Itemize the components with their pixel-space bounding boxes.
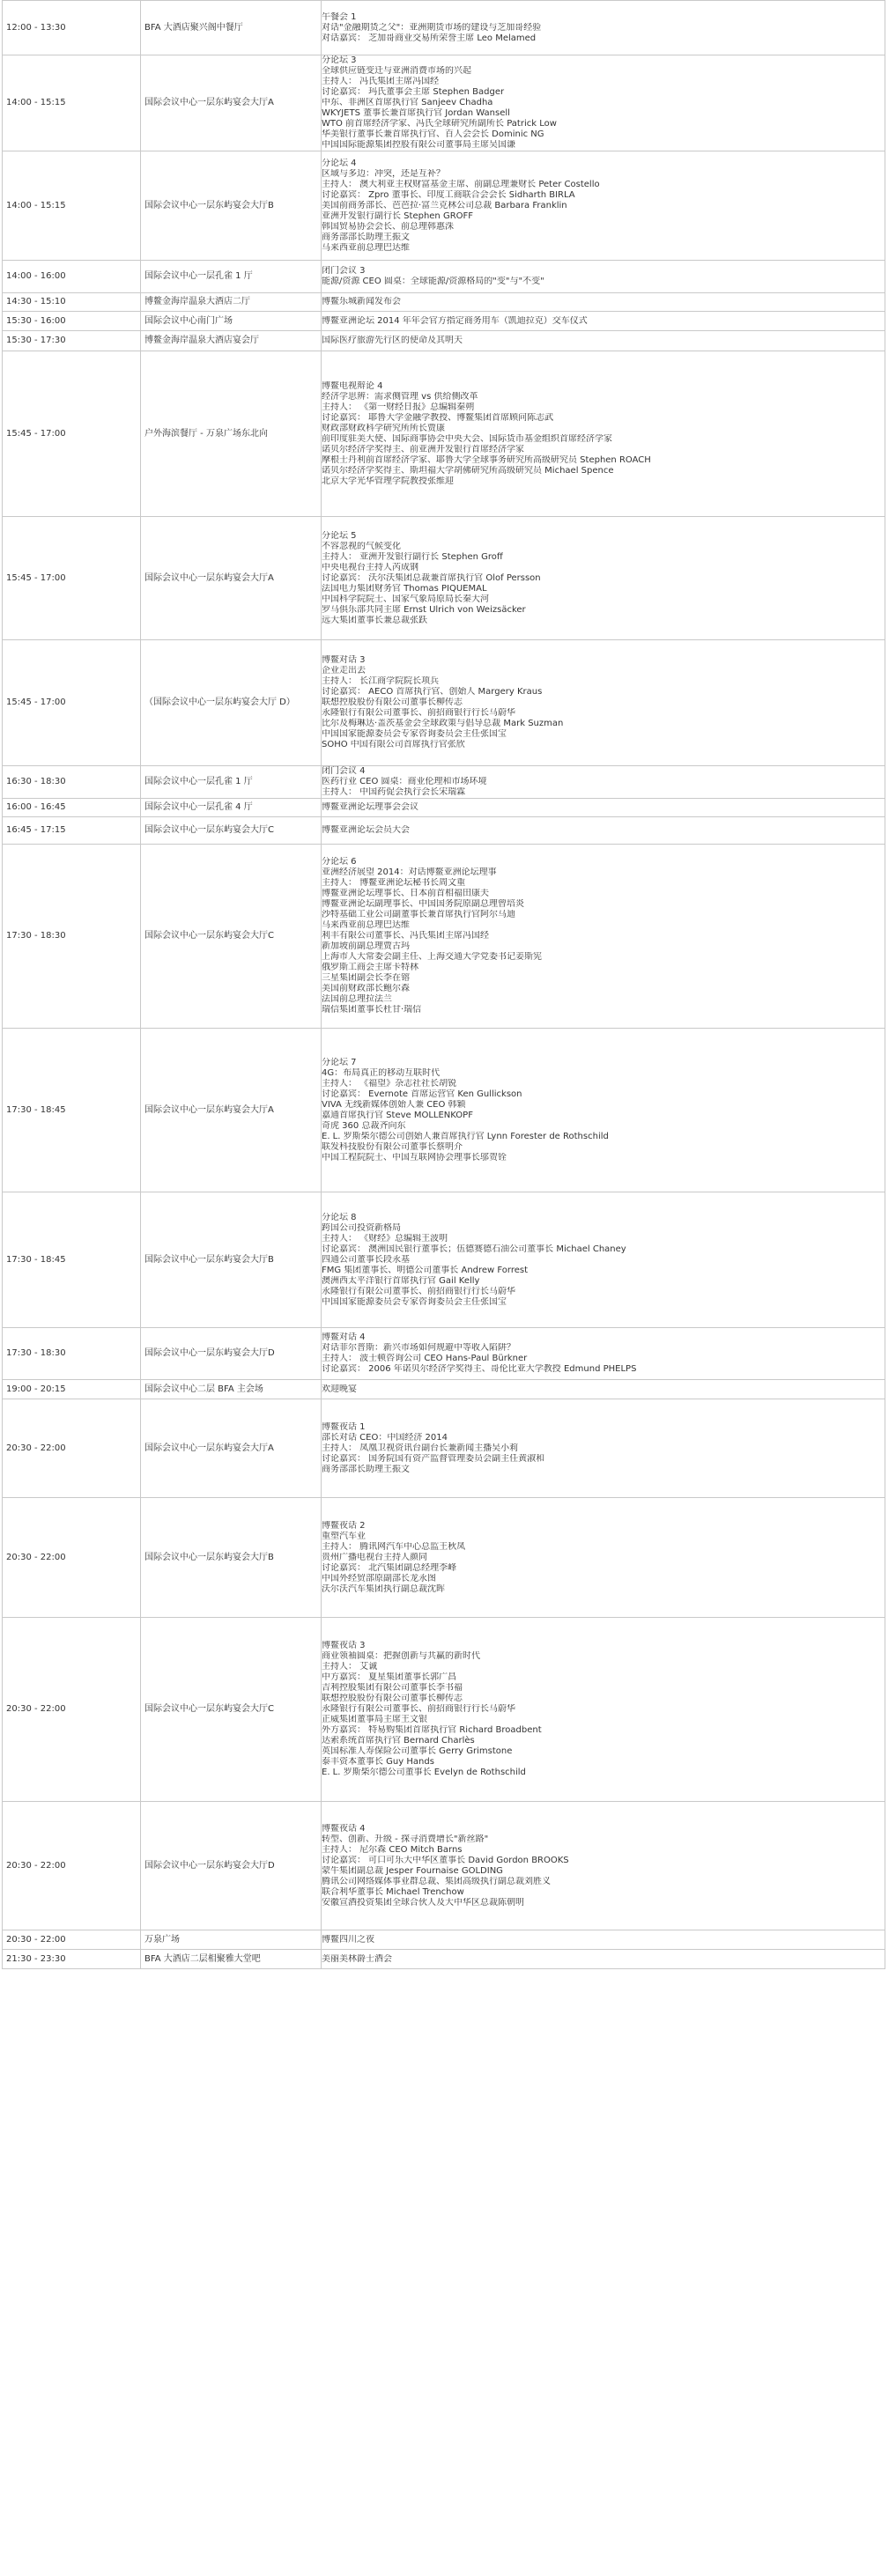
schedule-row xyxy=(3,1498,885,1618)
event-line: 讨论嘉宾： 玛氏董事会主席 Stephen Badger xyxy=(322,87,505,97)
event-line: 远大集团董事长兼总裁张跃 xyxy=(322,615,427,625)
event-line: 讨论嘉宾： 耶鲁大学金融学教授、博鳌集团首席顾问陈志武 xyxy=(322,412,554,423)
venue-cell: 国际会议中心一层东屿宴会大厅A xyxy=(141,55,322,151)
event-line: 马来西亚前总理巴达维 xyxy=(322,920,410,930)
event-cell xyxy=(322,293,885,312)
time-cell: 17:30 - 18:30 xyxy=(3,1328,141,1380)
event-line: 外方嘉宾： 特易购集团首席执行官 Richard Broadbent xyxy=(322,1725,542,1735)
schedule-row xyxy=(3,799,885,817)
time-cell: 20:30 - 22:00 xyxy=(3,1498,141,1618)
event-line: 中国国家能源委员会专家咨询委员会主任张国宝 xyxy=(322,729,507,739)
event-line: 安徽宣酒投资集团全球合伙人及大中华区总裁陈朝明 xyxy=(322,1897,524,1908)
event-line: 贵州广播电视台主持人颜同 xyxy=(322,1552,427,1562)
event-line: 博鳌对话 3 xyxy=(322,655,366,665)
event-line: 商务部部长助理王振文 xyxy=(322,232,410,242)
event-line: 四通公司董事长段永基 xyxy=(322,1254,410,1265)
event-line: VIVA 无线新媒体创始人兼 CEO 韩颖 xyxy=(322,1099,466,1110)
event-line: 美丽美林爵士酒会 xyxy=(322,1953,392,1964)
event-line: 达索系统首席执行官 Bernard Charlès xyxy=(322,1736,475,1746)
schedule-row xyxy=(3,640,885,766)
schedule-row xyxy=(3,1950,885,1969)
schedule-row xyxy=(3,1,885,55)
event-cell xyxy=(322,1618,885,1802)
venue-cell: 国际会议中心二层 BFA 主会场 xyxy=(141,1380,322,1399)
event-cell xyxy=(322,817,885,845)
event-line: 对话嘉宾： 芝加哥商业交易所荣誉主席 Leo Melamed xyxy=(322,33,537,43)
event-line: 博鳌亚洲论坛 2014 年年会官方指定商务用车（凯迪拉克）交车仪式 xyxy=(322,315,588,326)
venue-cell: 国际会议中心一层孔雀 1 厅 xyxy=(141,766,322,799)
schedule-row xyxy=(3,1930,885,1950)
event-cell xyxy=(322,1802,885,1930)
schedule-row xyxy=(3,1618,885,1802)
venue-cell: 国际会议中心一层东屿宴会大厅B xyxy=(141,1192,322,1328)
event-cell xyxy=(322,151,885,261)
event-line: 中央电视台主持人芮成钢 xyxy=(322,562,418,572)
venue-cell: 博鳌金海岸温泉大酒店二厅 xyxy=(141,293,322,312)
time-cell: 14:00 - 16:00 xyxy=(3,261,141,293)
event-line: 讨论嘉宾： 澳洲国民银行董事长；伍德赛德石油公司董事长 Michael Chaney xyxy=(322,1244,626,1254)
event-line: 对话菲尔普斯：新兴市场如何规避中等收入陷阱？ xyxy=(322,1343,515,1353)
event-line: 三星集团副会长李在镕 xyxy=(322,973,410,983)
time-cell: 17:30 - 18:30 xyxy=(3,845,141,1029)
venue-cell: 国际会议中心一层东屿宴会大厅C xyxy=(141,1618,322,1802)
schedule-row xyxy=(3,1399,885,1498)
event-cell xyxy=(322,55,885,151)
event-line: 联想控股股份有限公司董事长柳传志 xyxy=(322,1694,463,1703)
event-cell xyxy=(322,331,885,351)
event-line: 讨论嘉宾： 国务院国有资产监督管理委员会副主任黄淑和 xyxy=(322,1453,545,1464)
event-line: 主持人： 长江商学院院长项兵 xyxy=(322,676,440,686)
event-line: 诺贝尔经济学奖得主、前亚洲开发银行首席经济学家 xyxy=(322,444,524,454)
venue-cell: （国际会议中心一层东屿宴会大厅 D） xyxy=(141,640,322,766)
venue-cell: 国际会议中心一层东屿宴会大厅C xyxy=(141,845,322,1029)
event-cell xyxy=(322,351,885,517)
event-line: 分论坛 6 xyxy=(322,857,357,867)
time-cell: 20:30 - 22:00 xyxy=(3,1618,141,1802)
time-cell: 17:30 - 18:45 xyxy=(3,1192,141,1328)
event-cell xyxy=(322,1192,885,1328)
event-line: 区域与多边：冲突，还是互补？ xyxy=(322,168,445,179)
event-line: WTO 前首席经济学家、冯氏全球研究所副所长 Patrick Low xyxy=(322,119,557,129)
time-cell: 16:45 - 17:15 xyxy=(3,817,141,845)
event-line: 中国工程院院士、中国互联网协会理事长邬贺铨 xyxy=(322,1152,507,1163)
event-line: 主持人： 《第一财经日报》总编辑秦朔 xyxy=(322,402,475,412)
event-line: 对话"金融期货之父"：亚洲期货市场的建设与芝加哥经验 xyxy=(322,22,542,33)
event-line: 蒙牛集团副总裁 Jesper Fournaise GOLDING xyxy=(322,1865,503,1876)
event-line: 中东、非洲区首席执行官 Sanjeev Chadha xyxy=(322,98,493,107)
schedule-row xyxy=(3,1029,885,1192)
event-line: 经济学思辨：需求侧管理 vs 供给侧改革 xyxy=(322,391,478,402)
event-line: 博鳌夜话 3 xyxy=(322,1641,366,1650)
event-line: 主持人： 艾诚 xyxy=(322,1662,378,1672)
schedule-row xyxy=(3,151,885,261)
event-line: 博鳌亚洲论坛副理事长、中国国务院原副总理曾培炎 xyxy=(322,899,524,909)
event-line: 联合利华董事长 Michael Trenchow xyxy=(322,1886,464,1897)
event-line: 主持人： 亚洲开发银行副行长 Stephen Groff xyxy=(322,551,503,562)
event-line: 美国前财政部长鲍尔森 xyxy=(322,984,410,993)
event-line: 中国科学院院士、国家气象局原局长秦大河 xyxy=(322,594,489,604)
event-line: 博鳌乐城新闻发布会 xyxy=(322,297,401,306)
event-cell xyxy=(322,845,885,1029)
event-line: 泰丰资本董事长 Guy Hands xyxy=(322,1757,434,1767)
event-line: 主持人： 《财经》总编辑王波明 xyxy=(322,1233,448,1244)
event-line: 嘉通首席执行官 Steve MOLLENKOPF xyxy=(322,1110,473,1120)
event-line: 主持人： 《福望》杂志社社长胡锐 xyxy=(322,1078,457,1089)
event-line: 主持人： 尼尔森 CEO Mitch Barns xyxy=(322,1844,463,1855)
venue-cell: 国际会议中心一层东屿宴会大厅A xyxy=(141,517,322,640)
schedule-row xyxy=(3,845,885,1029)
event-line: 亚洲开发银行副行长 Stephen GROFF xyxy=(322,210,474,221)
venue-cell: 国际会议中心一层孔雀 1 厅 xyxy=(141,261,322,293)
event-line: 联想控股股份有限公司董事长柳传志 xyxy=(322,698,463,707)
event-line: E. L. 罗斯柴尔德公司董事长 Evelyn de Rothschild xyxy=(322,1768,526,1777)
event-line: 法国前总理拉法兰 xyxy=(322,994,392,1004)
event-line: 博鳌夜话 2 xyxy=(322,1520,366,1531)
event-line: E. L. 罗斯柴尔德公司创始人兼首席执行官 Lynn Forester de Rothschild xyxy=(322,1131,609,1141)
event-line: 永隆银行有限公司董事长、前招商银行行长马蔚华 xyxy=(322,1704,515,1714)
event-cell xyxy=(322,312,885,331)
event-line: 中国外经贸部原副部长龙永图 xyxy=(322,1573,436,1583)
venue-cell: 万泉广场 xyxy=(141,1930,322,1950)
event-line: 欢迎晚宴 xyxy=(322,1384,357,1394)
event-line: 主持人： 冯氏集团主席冯国经 xyxy=(322,77,440,86)
venue-cell: 博鳌金海岸温泉大酒店宴会厅 xyxy=(141,331,322,351)
event-cell xyxy=(322,1,885,55)
event-line: 4G：布局真正的移动互联时代 xyxy=(322,1067,441,1078)
event-line: 摩根士丹利前首席经济学家、耶鲁大学全球事务研究所高级研究员 Stephen ROACH xyxy=(322,454,651,465)
event-line: 俄罗斯工商会主席卡特林 xyxy=(322,963,418,972)
event-cell xyxy=(322,1498,885,1618)
venue-cell: 国际会议中心一层孔雀 4 厅 xyxy=(141,799,322,817)
event-line: 比尔及梅琳达·盖茨基金会全球政策与倡导总裁 Mark Suzman xyxy=(322,719,564,728)
event-line: 博鳌亚洲论坛会员大会 xyxy=(322,825,410,835)
event-line: 跨国公司投资新格局 xyxy=(322,1222,401,1233)
event-line: 博鳌四川之夜 xyxy=(322,1934,374,1945)
event-line: 华美银行董事长兼首席执行官、百人会会长 Dominic NG xyxy=(322,129,544,139)
schedule-row xyxy=(3,1192,885,1328)
schedule-row xyxy=(3,331,885,351)
event-line: 瑞信集团董事长杜甘·瑞信 xyxy=(322,1005,422,1015)
venue-cell: 国际会议中心一层东屿宴会大厅A xyxy=(141,1029,322,1192)
event-line: 部长对话 CEO：中国经济 2014 xyxy=(322,1432,448,1443)
event-line: 中方嘉宾： 夏星集团董事长郭广昌 xyxy=(322,1672,457,1682)
event-cell xyxy=(322,640,885,766)
time-cell: 15:30 - 17:30 xyxy=(3,331,141,351)
event-cell xyxy=(322,799,885,817)
event-cell xyxy=(322,766,885,799)
event-line: 博鳌对话 4 xyxy=(322,1332,366,1342)
event-line: 主持人： 中国药促会执行会长宋瑞霖 xyxy=(322,787,466,797)
event-cell xyxy=(322,1930,885,1950)
schedule-row xyxy=(3,1802,885,1930)
event-line: 主持人： 腾讯网汽车中心总监王秋凤 xyxy=(322,1541,466,1552)
event-cell xyxy=(322,1328,885,1380)
venue-cell: 国际会议中心一层东屿宴会大厅B xyxy=(141,151,322,261)
event-line: 讨论嘉宾： Zpro 董事长、印度工商联合会会长 Sidharth BIRLA xyxy=(322,189,575,200)
event-line: 闭门会议 3 xyxy=(322,266,366,276)
event-line: 医药行业 CEO 圆桌：商业伦理和市场环境 xyxy=(322,777,487,786)
time-cell: 14:00 - 15:15 xyxy=(3,151,141,261)
event-line: 马来西亚前总理巴达维 xyxy=(322,242,410,253)
event-line: 国际医疗旅游先行区的使命及其明天 xyxy=(322,336,463,345)
event-line: 商业领袖圆桌：把握创新与共赢的新时代 xyxy=(322,1651,480,1661)
schedule-row xyxy=(3,1328,885,1380)
event-line: 诺贝尔经济学奖得主、斯坦福大学胡佛研究所高级研究员 Michael Spence xyxy=(322,465,614,476)
event-line: WKYJETS 董事长兼首席执行官 Jordan Wansell xyxy=(322,108,510,118)
time-cell: 20:30 - 22:00 xyxy=(3,1399,141,1498)
event-line: 澳洲西太平洋银行首席执行官 Gail Kelly xyxy=(322,1275,480,1286)
time-cell: 20:30 - 22:00 xyxy=(3,1930,141,1950)
event-line: 吉利控股集团有限公司董事长李书福 xyxy=(322,1683,463,1693)
event-line: 博鳌亚洲论坛理事长、日本前首相福田康夫 xyxy=(322,889,489,898)
event-line: 博鳌夜话 1 xyxy=(322,1421,366,1432)
time-cell: 16:00 - 16:45 xyxy=(3,799,141,817)
schedule-row xyxy=(3,1380,885,1399)
event-line: 利丰有限公司董事长、冯氏集团主席冯国经 xyxy=(322,931,489,941)
event-line: 联发科技股份有限公司董事长蔡明介 xyxy=(322,1141,463,1152)
time-cell: 15:30 - 16:00 xyxy=(3,312,141,331)
event-line: 前印度驻美大使、国际商事协会中央大会、国际货币基金组织首席经济学家 xyxy=(322,433,612,444)
venue-cell: 国际会议中心一层东屿宴会大厅B xyxy=(141,1498,322,1618)
event-line: 永隆银行有限公司董事长、前招商银行行长马蔚华 xyxy=(322,1286,515,1296)
event-line: 上海市人大常委会副主任、上海交通大学党委书记姜斯宪 xyxy=(322,952,542,962)
time-cell: 17:30 - 18:45 xyxy=(3,1029,141,1192)
event-line: 主持人： 凤凰卫视资讯台副台长兼新闻主播吴小莉 xyxy=(322,1443,519,1453)
event-line: FMG 集团董事长、明德公司董事长 Andrew Forrest xyxy=(322,1265,529,1275)
venue-cell: 国际会议中心南门广场 xyxy=(141,312,322,331)
venue-cell: BFA 大酒店聚兴阁中餐厅 xyxy=(141,1,322,55)
schedule-row xyxy=(3,293,885,312)
event-cell xyxy=(322,1380,885,1399)
event-cell xyxy=(322,1029,885,1192)
event-line: 讨论嘉宾： 2006 年诺贝尔经济学奖得主、哥伦比亚大学教授 Edmund PHELPS xyxy=(322,1364,637,1374)
event-line: 沃尔沃汽车集团执行副总裁沈晖 xyxy=(322,1583,445,1594)
event-line: 商务部部长助理王振文 xyxy=(322,1464,410,1474)
schedule-table xyxy=(2,0,885,1969)
event-cell xyxy=(322,1950,885,1969)
event-line: 博鳌夜话 4 xyxy=(322,1823,366,1834)
event-line: 中国国际能源集团控股有限公司董事局主席吴国谦 xyxy=(322,140,515,150)
event-line: 正威集团董事局主席王文银 xyxy=(322,1715,427,1724)
event-line: 不容忽视的气候变化 xyxy=(322,541,401,551)
schedule-row xyxy=(3,517,885,640)
event-line: 午餐会 1 xyxy=(322,11,357,22)
event-line: 分论坛 4 xyxy=(322,158,357,168)
event-line: 主持人： 波士顿咨询公司 CEO Hans-Paul Bürkner xyxy=(322,1354,528,1363)
event-line: 腾讯公司网络媒体事业群总裁、集团高级执行副总裁刘胜义 xyxy=(322,1876,551,1886)
event-line: 北京大学光华管理学院教授张维迎 xyxy=(322,476,454,486)
event-line: 新加坡前副总理贾古玛 xyxy=(322,941,410,951)
event-line: 闭门会议 4 xyxy=(322,766,366,776)
event-line: 博鳌亚洲论坛理事会会议 xyxy=(322,802,418,812)
venue-cell: 国际会议中心一层东屿宴会大厅C xyxy=(141,817,322,845)
event-line: 主持人： 澳大利亚主权财富基金主席、前副总理兼财长 Peter Costello xyxy=(322,179,600,189)
event-cell xyxy=(322,261,885,293)
event-line: 分论坛 7 xyxy=(322,1057,357,1067)
event-line: 亚洲经济展望 2014：对话博鳌亚洲论坛理事 xyxy=(322,867,497,877)
time-cell: 21:30 - 23:30 xyxy=(3,1950,141,1969)
event-line: 博鳌电视辩论 4 xyxy=(322,380,383,391)
event-line: 永隆银行有限公司董事长、前招商银行行长马蔚华 xyxy=(322,708,515,718)
time-cell: 15:45 - 17:00 xyxy=(3,351,141,517)
event-line: 讨论嘉宾： AECO 首席执行官、创始人 Margery Kraus xyxy=(322,687,543,697)
schedule-row xyxy=(3,261,885,293)
time-cell: 15:45 - 17:00 xyxy=(3,640,141,766)
schedule-row xyxy=(3,766,885,799)
time-cell: 12:00 - 13:30 xyxy=(3,1,141,55)
schedule-row xyxy=(3,817,885,845)
event-line: 法国电力集团财务官 Thomas PIQUEMAL xyxy=(322,583,487,594)
event-line: 奇虎 360 总裁齐向东 xyxy=(322,1120,406,1131)
event-line: 中国国家能源委员会专家咨询委员会主任张国宝 xyxy=(322,1296,507,1307)
event-line: 分论坛 3 xyxy=(322,55,357,65)
event-line: 讨论嘉宾： 沃尔沃集团总裁兼首席执行官 Olof Persson xyxy=(322,572,541,583)
event-line: 沙特基础工业公司副董事长兼首席执行官阿尔马迪 xyxy=(322,910,515,919)
event-line: 韩国贸易协会会长、前总理韩惠洙 xyxy=(322,221,454,232)
event-line: 分论坛 5 xyxy=(322,530,357,541)
event-line: 转型、创新、升级 - 探寻消费增长"新丝路" xyxy=(322,1834,489,1844)
time-cell: 20:30 - 22:00 xyxy=(3,1802,141,1930)
event-line: 讨论嘉宾： 可口可乐大中华区董事长 David Gordon BROOKS xyxy=(322,1855,569,1865)
schedule-row xyxy=(3,351,885,517)
schedule-row xyxy=(3,312,885,331)
venue-cell: 国际会议中心一层东屿宴会大厅D xyxy=(141,1802,322,1930)
venue-cell: 国际会议中心一层东屿宴会大厅A xyxy=(141,1399,322,1498)
venue-cell: 国际会议中心一层东屿宴会大厅D xyxy=(141,1328,322,1380)
venue-cell: BFA 大酒店二层相聚雅大堂吧 xyxy=(141,1950,322,1969)
time-cell: 14:30 - 15:10 xyxy=(3,293,141,312)
time-cell: 15:45 - 17:00 xyxy=(3,517,141,640)
event-cell xyxy=(322,517,885,640)
schedule-row xyxy=(3,55,885,151)
event-line: 财政部财政科学研究所所长贾康 xyxy=(322,423,445,433)
event-line: 全球供应链变迁与亚洲消费市场的兴起 xyxy=(322,66,471,76)
venue-cell: 户外海滨餐厅 - 万泉广场东北向 xyxy=(141,351,322,517)
event-line: 重塑汽车业 xyxy=(322,1531,366,1541)
event-line: 企业走出去 xyxy=(322,666,366,675)
time-cell: 14:00 - 15:15 xyxy=(3,55,141,151)
event-line: 美国前商务部长、芭芭拉·富兰克林公司总裁 Barbara Franklin xyxy=(322,200,567,210)
event-line: 英国标准人寿保险公司董事长 Gerry Grimstone xyxy=(322,1746,513,1756)
event-line: 能源/资源 CEO 圆桌：全球能源/资源格局的"变"与"不变" xyxy=(322,277,544,286)
event-line: SOHO 中国有限公司首席执行官张欣 xyxy=(322,740,465,749)
time-cell: 16:30 - 18:30 xyxy=(3,766,141,799)
schedule-body xyxy=(3,1,885,1969)
event-line: 罗马俱乐部共同主席 Ernst Ulrich von Weizsäcker xyxy=(322,604,526,615)
event-line: 主持人： 博鳌亚洲论坛秘书长周文重 xyxy=(322,878,466,888)
event-line: 讨论嘉宾： Evernote 首席运营官 Ken Gullickson xyxy=(322,1089,522,1099)
time-cell: 19:00 - 20:15 xyxy=(3,1380,141,1399)
event-line: 讨论嘉宾： 北汽集团副总经理李峰 xyxy=(322,1562,457,1573)
event-cell xyxy=(322,1399,885,1498)
event-line: 分论坛 8 xyxy=(322,1212,357,1222)
